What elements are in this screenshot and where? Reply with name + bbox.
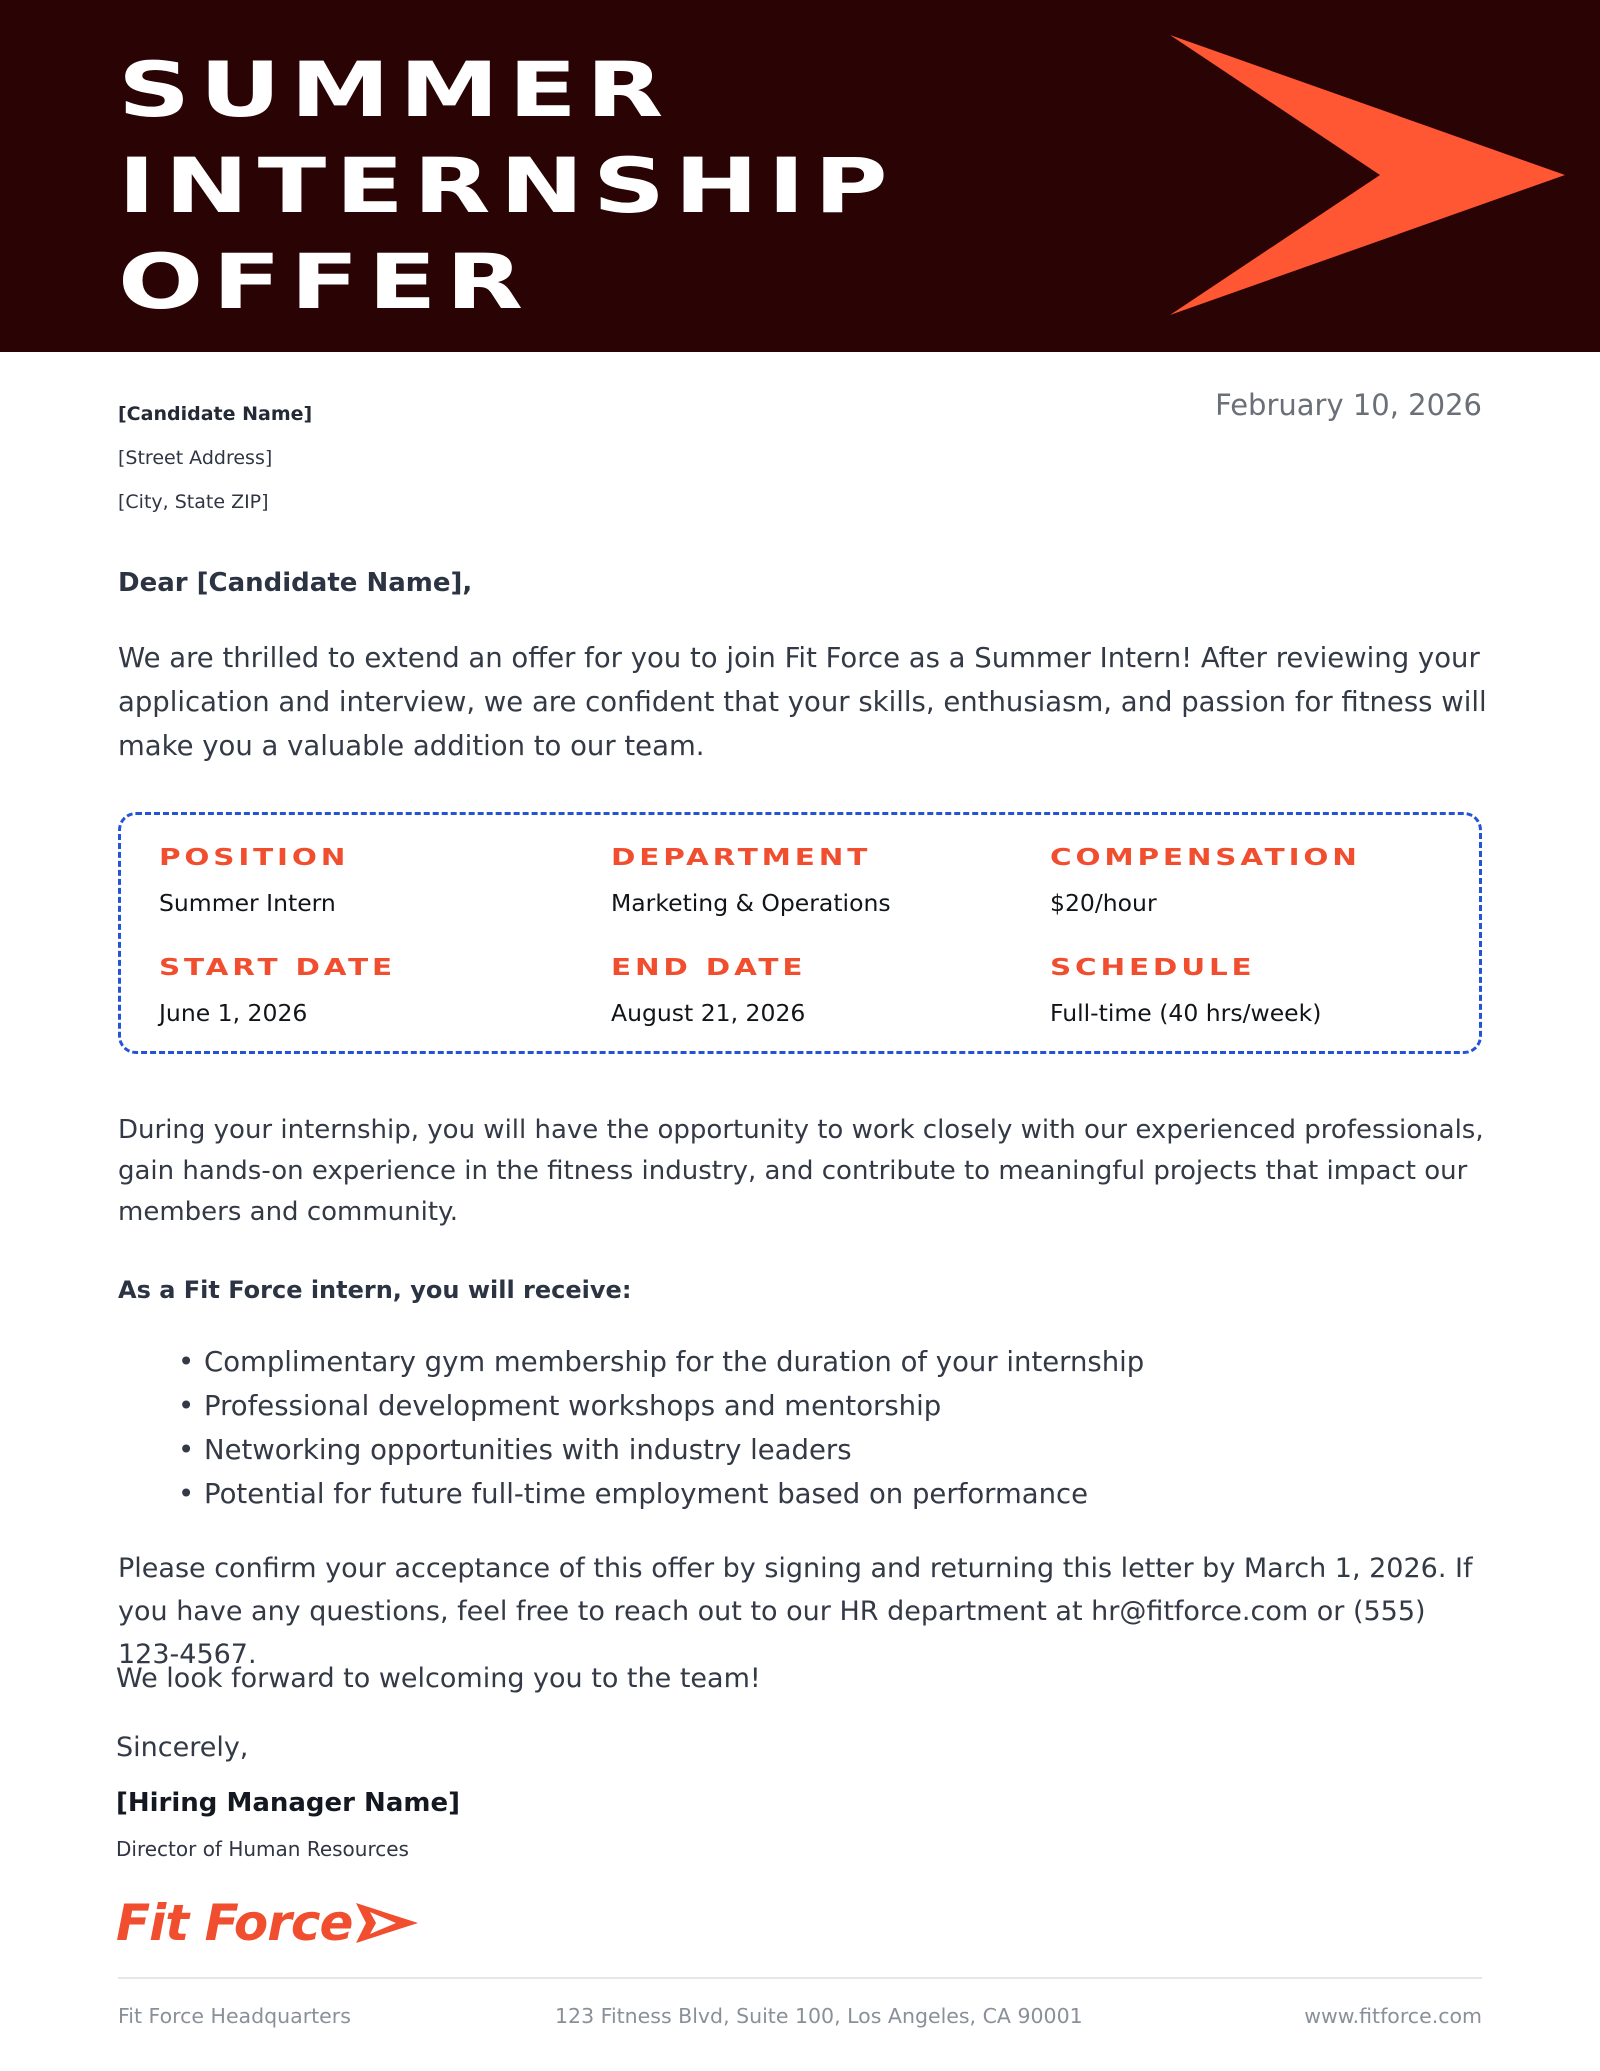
footer-divider [118,1977,1482,1979]
detail-start-date [159,953,396,1027]
detail-label: POSITION [159,845,350,871]
list-item: • Complimentary gym membership for the duration of your internship [178,1346,1145,1378]
detail-label: END DATE [611,955,807,981]
benefits-list [178,1340,1144,1516]
footer-hq: Fit Force Headquarters [118,2004,351,2028]
confirm-paragraph: Please confirm your acceptance of this offer by signing and returning this letter by March 1, 2026. If you have any questions, feel free to reach out to our HR department at hr@fitforce.com or (555) 123-4567. [118,1553,1473,1670]
detail-value: Summer Intern [159,889,336,917]
intro-paragraph: We are thrilled to extend an offer for you to join Fit Force as a Summer Intern! After reviewing your application and interview, we are confident that your skills, enthusiasm, and passion for fitness will make you a valuable addition to our team. [118,642,1487,762]
detail-value: $20/hour [1050,889,1157,917]
salutation: Dear [Candidate Name], [118,568,473,598]
header-banner [0,0,1600,352]
detail-label: COMPENSATION [1050,845,1361,871]
arrow-icon [1170,35,1565,315]
list-item: • Networking opportunities with industry leaders [178,1434,852,1466]
detail-value: Marketing & Operations [611,889,891,917]
detail-value: Full-time (40 hrs/week) [1050,999,1322,1027]
signer-title: Director of Human Resources [116,1837,409,1861]
internship-paragraph: During your internship, you will have the opportunity to work closely with our experienced professionals, gain hands-on experience in the fitness industry, and contribute to meaningful projects that impact our members and community. [118,1115,1484,1227]
list-item: • Professional development workshops and mentorship [178,1390,942,1422]
letter-title [118,42,897,330]
logo-text: Fit Force [116,1894,353,1952]
recipient-street: [Street Address] [118,447,273,469]
benefits-heading: As a Fit Force intern, you will receive: [118,1276,632,1304]
title-line-2: INTERNSHIP [118,141,897,230]
detail-label: SCHEDULE [1050,955,1256,981]
detail-compensation [1050,843,1361,917]
detail-end-date [611,953,805,1027]
recipient-address [118,392,312,524]
offer-details-box [118,812,1482,1054]
signer-name: [Hiring Manager Name] [116,1788,460,1818]
list-item: • Potential for future full-time employment based on performance [178,1478,1089,1510]
detail-department [611,843,891,917]
detail-position [159,843,350,917]
detail-schedule [1050,953,1321,1027]
letter-date: February 10, 2026 [1215,388,1482,422]
title-line-3: OFFER [118,237,533,326]
welcome-line: We look forward to welcoming you to the team! [116,1663,761,1694]
logo-arrow-icon [356,1901,418,1945]
detail-value: August 21, 2026 [611,999,806,1027]
footer-address: 123 Fitness Blvd, Suite 100, Los Angeles, CA 90001 [555,2004,1083,2028]
footer-website: www.fitforce.com [1304,2004,1482,2028]
detail-label: DEPARTMENT [611,845,872,871]
closing-word: Sincerely, [116,1732,249,1763]
title-line-1: SUMMER [118,45,673,134]
detail-label: START DATE [159,955,396,981]
detail-value: June 1, 2026 [159,999,308,1027]
recipient-city: [City, State ZIP] [118,491,269,513]
company-logo [116,1888,418,1958]
recipient-name: [Candidate Name] [118,403,313,425]
